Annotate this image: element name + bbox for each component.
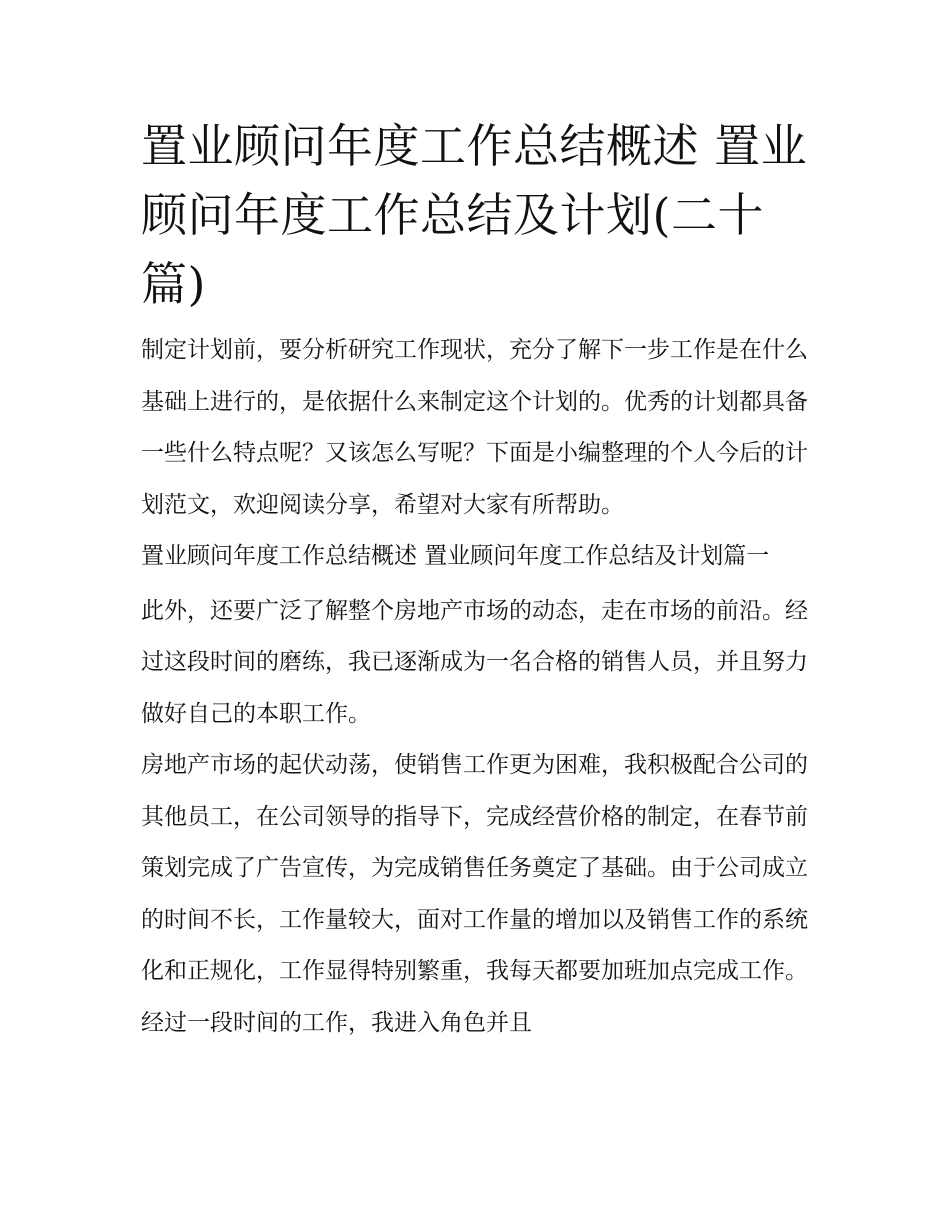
body-paragraph: 房地产市场的起伏动荡，使销售工作更为困难，我积极配合公司的其他员工，在公司领导的指导下，完成经营价格的制定，在春节前策划完成了广告宣传，为完成销售任务奠定了基础。由于公司成立的时间不长，工作量较大，面对工作量的增加以及销售工作的系统化和正规化，工作显得特别繁重，我每天都要加班加点完成工作。经过一段时间的工作，我进入角色并且	[141, 752, 808, 1036]
document-title: 置业顾问年度工作总结概述 置业顾问年度工作总结及计划(二十篇)	[141, 119, 808, 311]
body-paragraph: 此外，还要广泛了解整个房地产市场的动态，走在市场的前沿。经过这段时间的磨练，我已逐渐成为一名合格的销售人员，并且努力做好自己的本职工作。	[141, 597, 808, 727]
document-page	[141, 112, 813, 1049]
intro-paragraph: 制定计划前，要分析研究工作现状，充分了解下一步工作是在什么基础上进行的，是依据什么来制定这个计划的。优秀的计划都具备一些什么特点呢？又该怎么写呢？下面是小编整理的个人今后的计划范文，欢迎阅读分享，希望对大家有所帮助。	[141, 337, 808, 518]
section-heading: 置业顾问年度工作总结概述 置业顾问年度工作总结及计划篇一	[141, 543, 770, 569]
